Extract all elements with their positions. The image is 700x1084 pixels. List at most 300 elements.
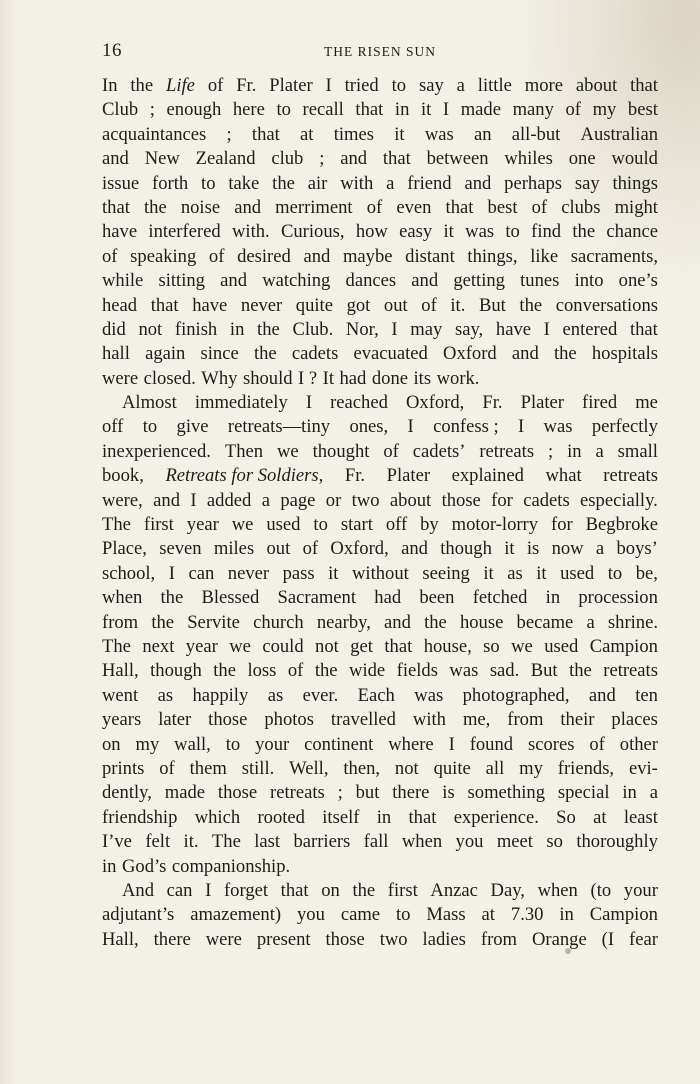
word: that — [629, 318, 658, 340]
word: on — [102, 733, 121, 755]
word: itself — [322, 806, 360, 828]
word: where — [388, 733, 434, 755]
word: ; — [226, 123, 232, 145]
word: added — [206, 489, 252, 511]
word: And — [122, 879, 155, 901]
word: Plater — [520, 392, 564, 414]
word: sacraments, — [570, 245, 658, 267]
word: like — [530, 245, 559, 267]
word: scores — [527, 733, 575, 755]
word: friend — [407, 172, 452, 194]
word: off — [102, 416, 124, 438]
word: two — [379, 928, 408, 950]
text-line — [102, 855, 658, 879]
word: of — [531, 196, 548, 218]
word: (to — [590, 879, 612, 901]
word: when — [102, 587, 143, 609]
word: the — [272, 172, 295, 194]
word: acquaintances — [102, 123, 207, 145]
word: in — [102, 855, 117, 877]
word: the — [572, 221, 596, 243]
word: house, — [423, 635, 472, 657]
word: one — [568, 148, 596, 170]
word: of — [366, 196, 383, 218]
word: Oxford, — [405, 392, 465, 414]
word: find — [531, 221, 562, 243]
word: enough — [166, 99, 222, 121]
word: now — [551, 538, 584, 560]
word: barriers — [293, 831, 351, 853]
word: forth — [152, 172, 189, 194]
word: into — [574, 270, 604, 292]
word: fall — [363, 831, 389, 853]
word: should — [242, 367, 293, 389]
word: years — [102, 709, 142, 731]
word: of — [102, 245, 118, 267]
word: made — [164, 782, 206, 804]
word: hospitals — [591, 343, 658, 365]
word: cadets — [523, 489, 570, 511]
word: even — [396, 196, 432, 218]
word: Club — [102, 99, 139, 121]
word: travelled — [330, 709, 396, 731]
word: to — [142, 416, 158, 438]
word: issue — [102, 172, 140, 194]
word: Sacrament — [277, 587, 357, 609]
text-line — [102, 415, 658, 439]
word: inexperienced. — [102, 440, 211, 462]
word: Then — [224, 440, 264, 462]
word: without — [351, 562, 409, 584]
word: The — [102, 514, 131, 536]
word: did — [102, 318, 126, 340]
word: chance — [606, 221, 658, 243]
word: next — [142, 635, 175, 657]
word: its — [413, 367, 432, 389]
word: in — [622, 782, 637, 804]
text-line — [102, 513, 658, 537]
word: there — [153, 928, 191, 950]
word: present — [256, 928, 311, 950]
word: wall, — [174, 733, 211, 755]
word: year — [185, 635, 218, 657]
word: for — [491, 489, 513, 511]
word: especially. — [580, 489, 658, 511]
word: my — [135, 733, 160, 755]
word: least — [623, 806, 658, 828]
word: have — [102, 221, 138, 243]
word: 7.30 — [510, 904, 544, 926]
text-line — [102, 245, 658, 269]
word: I — [205, 879, 212, 901]
word: be, — [635, 562, 658, 584]
word: to — [505, 221, 520, 243]
word: the — [144, 196, 167, 218]
text-line — [102, 659, 658, 683]
word: (I — [601, 928, 615, 950]
word: thoroughly — [576, 831, 658, 853]
word: all-but — [511, 123, 561, 145]
word: club — [271, 148, 304, 170]
word: of — [159, 757, 175, 779]
text-line — [102, 342, 658, 366]
word: is — [526, 538, 540, 560]
word: you — [455, 831, 484, 853]
word: ones, — [349, 416, 389, 438]
word: church — [253, 611, 304, 633]
word: me, — [462, 709, 491, 731]
word: I — [190, 489, 197, 511]
word: sitting — [158, 270, 205, 292]
word: I’ve — [102, 831, 132, 853]
word: when — [401, 831, 443, 853]
word: never — [240, 294, 283, 316]
word: Nor, — [345, 318, 379, 340]
word: air — [307, 172, 328, 194]
ink-speck — [565, 948, 571, 954]
word: Day, — [490, 879, 525, 901]
word: is — [442, 782, 455, 804]
word: Fr. — [482, 392, 503, 414]
word: in — [229, 318, 245, 340]
word: of — [383, 440, 399, 462]
word: perhaps — [504, 172, 562, 194]
word: the — [151, 611, 175, 633]
word: The — [102, 635, 131, 657]
word: interfered — [148, 221, 221, 243]
word: Place, — [102, 538, 147, 560]
word: that — [408, 806, 437, 828]
word: about — [575, 75, 618, 96]
word: amazement) — [190, 904, 282, 926]
word: and — [234, 196, 262, 218]
word: all — [485, 757, 505, 779]
word: used — [544, 635, 579, 657]
word: came — [340, 904, 381, 926]
word: Hall, — [102, 928, 139, 950]
word: not — [315, 635, 339, 657]
word: between — [426, 148, 489, 170]
word: Fr. — [236, 75, 257, 96]
text-line — [102, 440, 658, 464]
word: Campion — [589, 635, 658, 657]
word: It — [322, 367, 334, 389]
word: and — [411, 270, 439, 292]
word: Fr. — [344, 465, 366, 487]
word: may — [410, 318, 443, 340]
word: about — [389, 489, 432, 511]
word: whiles — [504, 148, 553, 170]
word: that — [445, 196, 474, 218]
word: used — [560, 562, 595, 584]
word: a — [595, 538, 605, 560]
word: miles — [213, 538, 255, 560]
text-line — [102, 489, 658, 513]
word: Oxford, — [330, 538, 389, 560]
word: out — [383, 294, 408, 316]
word: that — [150, 294, 179, 316]
word: watching — [262, 270, 331, 292]
word: and — [340, 148, 368, 170]
text-line — [102, 196, 658, 220]
word: you — [297, 904, 325, 926]
word: was — [414, 684, 444, 706]
word: later — [158, 709, 192, 731]
word: that — [251, 123, 280, 145]
text-line — [102, 708, 658, 732]
word: the — [352, 879, 376, 901]
word: used — [266, 514, 301, 536]
word: a — [595, 440, 604, 462]
word: New — [144, 148, 180, 170]
word: seeing — [422, 562, 470, 584]
word: with — [340, 172, 374, 194]
word: times — [333, 123, 374, 145]
word: head — [102, 294, 138, 316]
word: from — [102, 611, 139, 633]
word: your — [255, 733, 290, 755]
word: Well, — [289, 757, 329, 779]
word: from — [507, 709, 544, 731]
word: we — [231, 514, 254, 536]
word: at — [481, 904, 495, 926]
word: I — [543, 318, 550, 340]
word: went — [102, 684, 139, 706]
word: the — [314, 660, 338, 682]
word: me — [635, 392, 658, 414]
word: their — [560, 709, 595, 731]
word: retreats — [603, 465, 658, 487]
word: fields — [396, 660, 438, 682]
word: retreats — [270, 782, 325, 804]
word: other — [619, 733, 658, 755]
word: my — [592, 99, 617, 121]
word: hall — [102, 343, 130, 365]
word: of — [565, 99, 581, 121]
text-line — [102, 562, 658, 586]
text-line — [102, 537, 658, 561]
word: Club. — [292, 318, 334, 340]
word: But — [478, 294, 506, 316]
word: though — [150, 660, 202, 682]
word: getting — [453, 270, 505, 292]
word: quite — [295, 294, 333, 316]
word: in — [545, 587, 561, 609]
word: have — [192, 294, 228, 316]
word: to — [313, 514, 328, 536]
word: was — [543, 416, 573, 438]
word: those — [208, 709, 248, 731]
word: school, — [102, 562, 156, 584]
word: of — [302, 538, 319, 560]
word: things — [612, 172, 658, 194]
word: experience. — [453, 806, 539, 828]
word: it — [504, 538, 515, 560]
text-line — [102, 294, 658, 318]
text-line — [102, 367, 658, 391]
word: was — [424, 123, 454, 145]
word: I — [442, 99, 450, 121]
word: as — [157, 684, 174, 706]
word: tried — [344, 75, 379, 96]
text-line — [102, 806, 658, 830]
text-line — [102, 830, 658, 854]
word: ; — [319, 148, 325, 170]
word: one’s — [618, 270, 658, 292]
word: In — [102, 75, 118, 96]
word: dances — [345, 270, 397, 292]
word: with. — [231, 221, 270, 243]
word: in — [567, 440, 582, 462]
word: desired — [237, 245, 291, 267]
text-line — [102, 635, 658, 659]
text-line — [102, 172, 658, 196]
word: for — [551, 514, 573, 536]
word: could — [262, 635, 304, 657]
word: out — [266, 538, 291, 560]
word: meet — [496, 831, 533, 853]
word: though — [440, 538, 492, 560]
word: again — [145, 343, 186, 365]
word: we — [511, 635, 533, 657]
word: I — [168, 562, 175, 584]
word: a — [649, 782, 658, 804]
word: sad. — [489, 660, 520, 682]
word: Australian — [580, 123, 658, 145]
word: had — [374, 587, 402, 609]
word: can — [166, 879, 193, 901]
word: Zealand — [195, 148, 256, 170]
word: clubs — [561, 196, 601, 218]
text-line — [102, 318, 658, 342]
word: ten — [635, 684, 658, 706]
word: confess ; — [433, 416, 499, 438]
word: Almost — [122, 392, 177, 414]
text-line — [102, 611, 658, 635]
word: by — [420, 514, 439, 536]
word: entered — [562, 318, 618, 340]
word: But — [530, 660, 558, 682]
word: retreats—tiny — [227, 416, 331, 438]
word: evacuated — [353, 343, 428, 365]
word: that — [384, 635, 413, 657]
word: easy — [399, 221, 433, 243]
word: those — [441, 489, 481, 511]
word: nearby, — [316, 611, 371, 633]
word: it. — [450, 294, 466, 316]
word: became — [516, 611, 574, 633]
word: the — [253, 343, 277, 365]
word: seven — [159, 538, 202, 560]
word: distant — [405, 245, 455, 267]
word: Campion — [589, 904, 658, 926]
word: since — [200, 343, 239, 365]
word: maybe — [342, 245, 393, 267]
word: first — [143, 514, 174, 536]
text-line — [102, 123, 658, 147]
word: and — [384, 611, 411, 633]
word: fired — [582, 392, 618, 414]
text-line — [102, 147, 658, 171]
word: to — [201, 172, 216, 194]
text-line — [102, 74, 658, 98]
word: the — [569, 660, 592, 682]
word: it. — [183, 831, 199, 853]
word: your — [623, 879, 658, 901]
word: were, — [102, 489, 143, 511]
word: were — [205, 928, 242, 950]
word: thought — [312, 440, 370, 462]
word: from — [480, 928, 518, 950]
word: start — [340, 514, 373, 536]
word: evi- — [628, 757, 658, 779]
text-line — [102, 733, 658, 757]
word: then, — [343, 757, 381, 779]
running-head: THE RISEN SUN — [323, 44, 436, 59]
word: I — [305, 392, 313, 414]
word: found — [469, 733, 514, 755]
text-line — [102, 269, 658, 293]
word: Plater — [269, 75, 313, 96]
word: So — [556, 806, 576, 828]
word: I — [407, 416, 414, 438]
word: that — [102, 196, 130, 218]
word: boys’ — [616, 538, 658, 560]
word: loss — [247, 660, 277, 682]
text-line — [102, 757, 658, 781]
word: tunes — [520, 270, 560, 292]
word: it — [483, 562, 494, 584]
word: still. — [241, 757, 275, 779]
word: I — [391, 318, 398, 340]
word: there — [392, 782, 430, 804]
word: was — [465, 221, 495, 243]
word: and — [511, 343, 539, 365]
word: Blessed — [201, 587, 260, 609]
word: wide — [349, 660, 386, 682]
page-header — [102, 40, 658, 64]
word: to — [225, 733, 241, 755]
word: motor-lorry — [451, 514, 539, 536]
word: take — [228, 172, 260, 194]
word: a — [386, 172, 395, 194]
word: so — [546, 831, 563, 853]
word: and — [153, 489, 180, 511]
word: a — [456, 75, 465, 96]
word: something — [467, 782, 546, 804]
word: work. — [436, 367, 480, 389]
word: we — [229, 635, 251, 657]
word: little — [477, 75, 512, 96]
word: many — [512, 99, 554, 121]
text-line — [102, 903, 658, 927]
word: that — [630, 75, 658, 96]
word: cadets — [291, 343, 339, 365]
word: special — [557, 782, 610, 804]
word: say, — [454, 318, 484, 340]
word: Why — [201, 367, 238, 389]
word: was — [449, 660, 479, 682]
word: continent — [304, 733, 374, 755]
word: photographed, — [462, 684, 570, 706]
word: at — [593, 806, 607, 828]
word: shrine. — [607, 611, 658, 633]
word: were — [102, 367, 139, 389]
word: a — [586, 611, 595, 633]
word: off — [385, 514, 408, 536]
word: adjutant’s — [102, 904, 175, 926]
word: so — [483, 635, 500, 657]
